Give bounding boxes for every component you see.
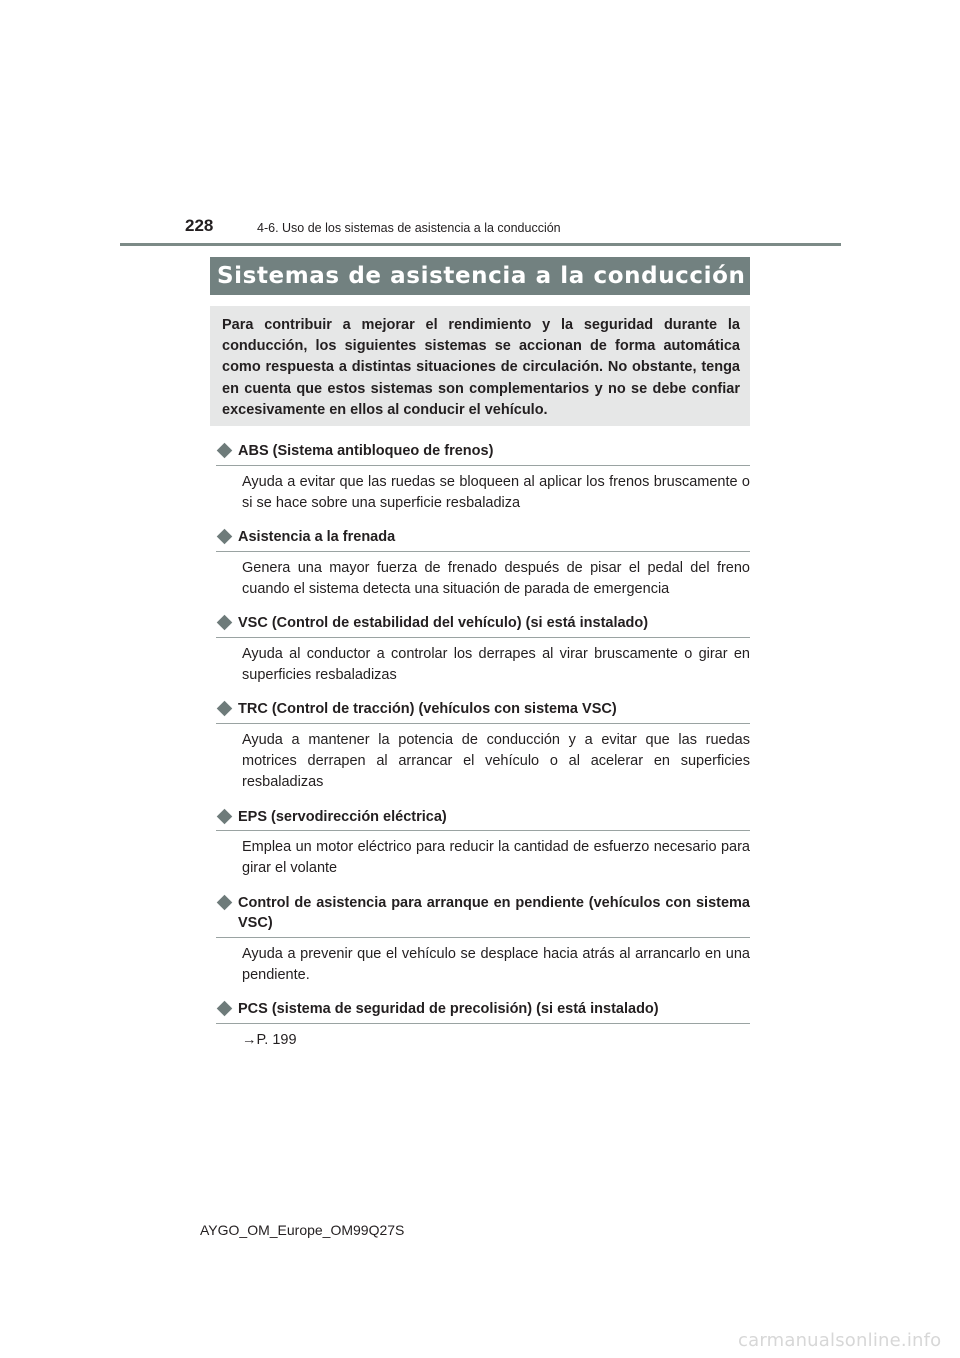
diamond-bullet-icon bbox=[217, 808, 233, 824]
item-description: Genera una mayor fuerza de frenado después de pisar el pedal del freno cuando el sistema detecta una situación de parada de emergencia bbox=[242, 559, 750, 597]
item-heading bbox=[216, 999, 750, 1024]
item-title: PCS (sistema de seguridad de precolisión) (si está instalado) bbox=[238, 1001, 659, 1018]
section-reference: 4-6. Uso de los sistemas de asistencia a la conducción bbox=[257, 221, 561, 235]
watermark: carmanualsonline.info bbox=[738, 1330, 942, 1351]
list-item bbox=[216, 807, 750, 880]
item-heading bbox=[216, 699, 750, 724]
section-title-bar bbox=[210, 257, 750, 295]
item-description: Ayuda a evitar que las ruedas se bloqueen al aplicar los frenos bruscamente o si se hace sobre una superficie resbaladiza bbox=[242, 473, 750, 511]
systems-list bbox=[216, 441, 750, 1064]
item-heading bbox=[216, 441, 750, 466]
item-title: EPS (servodirección eléctrica) bbox=[238, 808, 447, 825]
item-title: VSC (Control de estabilidad del vehículo) (si está instalado) bbox=[238, 615, 649, 632]
item-description: Ayuda a mantener la potencia de conducción y a evitar que las ruedas motrices derrapen al arrancar el vehículo o al acelerar en superficies resbaladizas bbox=[242, 731, 750, 791]
list-item bbox=[216, 441, 750, 514]
item-title: TRC (Control de tracción) (vehículos con sistema VSC) bbox=[238, 701, 617, 718]
list-item bbox=[216, 999, 750, 1051]
item-title: Asistencia a la frenada bbox=[238, 529, 396, 546]
item-heading bbox=[216, 893, 750, 938]
page-number: 228 bbox=[185, 216, 214, 235]
list-item bbox=[216, 699, 750, 793]
item-title: ABS (Sistema antibloqueo de frenos) bbox=[238, 443, 494, 459]
page-reference-link[interactable]: →P. 199 bbox=[242, 1031, 297, 1048]
item-heading bbox=[216, 613, 750, 638]
diamond-bullet-icon bbox=[217, 615, 233, 631]
diamond-bullet-icon bbox=[217, 529, 233, 545]
list-item bbox=[216, 527, 750, 600]
diamond-bullet-icon bbox=[217, 1001, 233, 1017]
item-heading bbox=[216, 527, 750, 552]
item-description: Emplea un motor eléctrico para reducir la cantidad de esfuerzo necesario para girar el volante bbox=[242, 839, 750, 877]
header-divider bbox=[120, 243, 841, 246]
diamond-bullet-icon bbox=[217, 443, 233, 459]
intro-box bbox=[210, 306, 750, 426]
item-title: Control de asistencia para arranque en pendiente (vehículos con sistema VSC) bbox=[238, 894, 750, 932]
document-code: AYGO_OM_Europe_OM99Q27S bbox=[200, 1222, 405, 1238]
page-title: Sistemas de asistencia a la conducción bbox=[217, 263, 746, 289]
list-item bbox=[216, 893, 750, 987]
item-heading bbox=[216, 807, 750, 832]
item-description: Ayuda a prevenir que el vehículo se desplace hacia atrás al arrancarlo en una pendiente. bbox=[242, 945, 750, 984]
diamond-bullet-icon bbox=[217, 894, 233, 910]
list-item bbox=[216, 613, 750, 686]
diamond-bullet-icon bbox=[217, 701, 233, 717]
item-description: Ayuda al conductor a controlar los derrapes al virar bruscamente o girar en superficies resbaladizas bbox=[242, 645, 750, 683]
intro-text: Para contribuir a mejorar el rendimiento y la seguridad durante la conducción, los siguientes sistemas se accionan de forma automática como respuesta a distintas situaciones de circulación. No obstante, tenga en cuenta que estos sistemas son complementarios y no se debe confiar excesivamente en ellos al conducir el vehículo. bbox=[222, 317, 740, 418]
